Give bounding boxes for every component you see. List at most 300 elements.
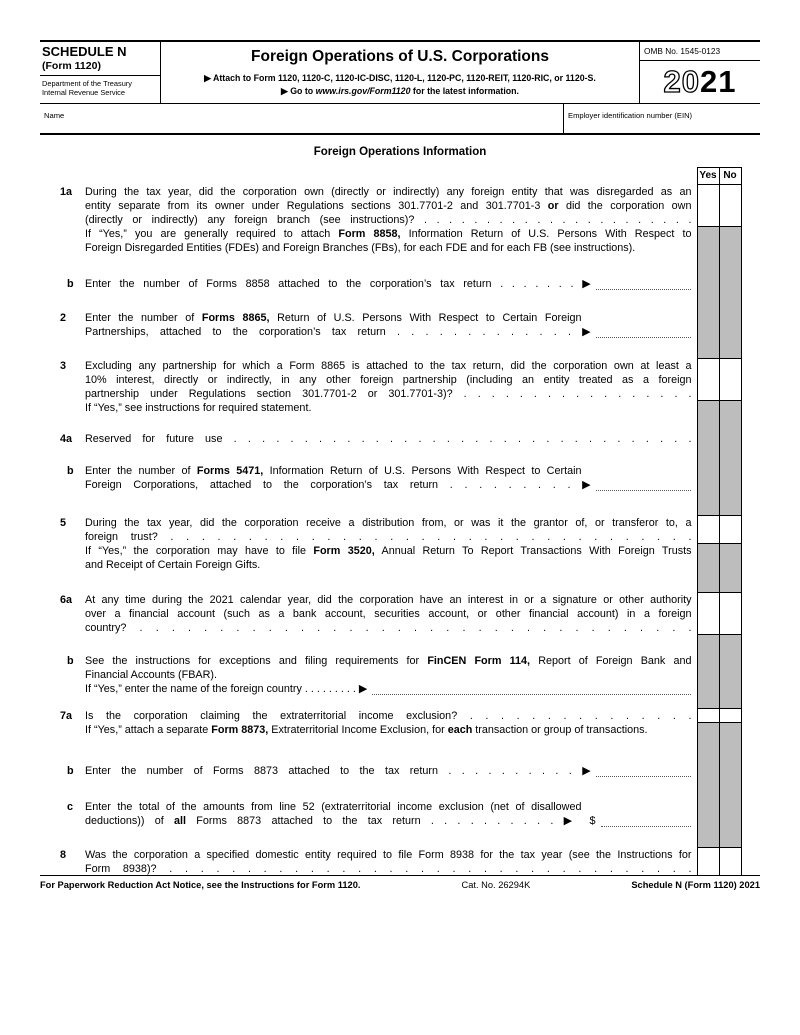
form-line-row: [40, 530, 741, 544]
fill-in-line[interactable]: [601, 815, 691, 827]
text-segment: Is the corporation claiming the extraterritorial income exclusion? . . . . . . . . . . . . . . .: [85, 709, 692, 722]
text-segment: Foreign Disregarded Entities (FDEs) and Foreign Branches (FBs), for each FDE and for each FB (see instructions).: [85, 241, 636, 254]
text-segment: During the tax year, did the corporation receive a distribution from, or was it the grantor of, or transferor to, a: [85, 516, 692, 529]
fill-in-line[interactable]: [372, 683, 690, 695]
form-line-row: [40, 464, 741, 478]
spacer-row: [40, 737, 741, 764]
no-shaded-cell: [719, 654, 741, 668]
form-line-row: [40, 325, 741, 339]
form-line: [85, 387, 692, 401]
line-number: [40, 635, 85, 654]
line-text: [85, 593, 697, 607]
line-number: [40, 668, 85, 682]
text-segment: Form 8938)? . . . . . . . . . . . . . . . . . . . . . . . . . . . . . . . . . .: [85, 862, 692, 875]
line-content: [85, 764, 591, 778]
text-segment: Forms 8873 attached to the tax return . . . . . . . . . . ▶ $: [186, 814, 596, 827]
yes-shaded-cell: [697, 558, 719, 572]
no-answer-cell[interactable]: [719, 516, 741, 544]
form-line: [85, 241, 692, 255]
spacer-row: [40, 339, 741, 359]
yes-shaded-cell: [697, 668, 719, 682]
line-text: [85, 723, 697, 737]
yes-answer-cell[interactable]: [697, 359, 719, 401]
omb-year-block: [639, 42, 760, 103]
form-line-row: [40, 862, 741, 876]
line-content: [85, 227, 692, 241]
yes-shaded-cell: [697, 828, 719, 848]
no-shaded-cell: [719, 401, 741, 415]
yes-shaded-cell: [697, 737, 719, 764]
text-segment: Forms 8865,: [201, 311, 270, 324]
text-segment: Information Return of U.S. Persons With Respect to: [400, 227, 692, 240]
line-content: [85, 800, 692, 814]
text-segment: or: [547, 199, 559, 212]
form-line-row: [40, 709, 741, 723]
form-title-block: [161, 42, 639, 103]
line-content: [85, 654, 692, 668]
yes-answer-cell[interactable]: [697, 593, 719, 635]
line-text: [85, 325, 697, 339]
line-content: [85, 387, 692, 401]
line-text: [85, 241, 697, 255]
form-line: [85, 709, 692, 723]
text-segment: If “Yes,” you are generally required to attach: [85, 227, 339, 240]
text-segment: Enter the number of: [85, 464, 197, 477]
no-shaded-cell: [719, 255, 741, 277]
text-segment: Was the corporation a specified domestic entity required to file Form 8938 for the tax year (see the Instructions for: [85, 848, 692, 861]
spacer-row: [40, 291, 741, 311]
line-text: [85, 492, 697, 516]
form-line-row: [40, 516, 741, 530]
text-segment: foreign trust? . . . . . . . . . . . . . . . . . . . . . . . . . . . . . . . . . .: [85, 530, 692, 543]
no-shaded-cell: [719, 277, 741, 291]
form-line: [85, 848, 692, 862]
line-text: [85, 432, 697, 446]
form-line: [85, 558, 692, 572]
yes-answer-cell[interactable]: [697, 848, 719, 876]
line-text: [85, 464, 697, 478]
text-segment: See the instructions for exceptions and filing requirements for: [85, 654, 428, 667]
no-shaded-cell: [719, 828, 741, 848]
text-segment: During the tax year, did the corporation own (directly or indirectly) any foreign entity that was disregarded as an: [85, 185, 692, 198]
line-number: [40, 572, 85, 593]
text-segment: Return of U.S. Persons With Respect to Certain Foreign: [269, 311, 582, 324]
form-line-row: [40, 607, 741, 621]
yes-shaded-cell: [697, 311, 719, 325]
omb-number: OMB No. 1545-0123: [640, 42, 760, 61]
line-number: [40, 778, 85, 800]
no-shaded-cell: [719, 339, 741, 359]
foreign-operations-table: [40, 167, 742, 876]
no-answer-cell[interactable]: [719, 848, 741, 876]
line-content: [85, 325, 591, 339]
form-line-row: [40, 401, 741, 415]
form-line: [85, 213, 692, 227]
line-content: [85, 241, 692, 255]
text-segment: (directly or indirectly) any foreign branch (see instructions)? . . . . . . . . . . . . . . . . . . . . . .: [85, 213, 692, 226]
line-number: [40, 492, 85, 516]
attach-line: ▶ Attach to Form 1120, 1120-C, 1120-IC-DISC, 1120-L, 1120-PC, 1120-REIT, 1120-RIC, or 1120-S.: [204, 73, 596, 83]
text-segment: Form 8873,: [211, 723, 269, 736]
form-line: [85, 530, 692, 544]
line-content: [85, 848, 692, 862]
no-shaded-cell: [719, 241, 741, 255]
yes-shaded-cell: [697, 492, 719, 516]
form-line-row: [40, 227, 741, 241]
line-content: [85, 621, 692, 635]
form-line-row: [40, 621, 741, 635]
no-shaded-cell: [719, 572, 741, 593]
form-line: [85, 764, 692, 778]
form-line-row: [40, 814, 741, 828]
no-shaded-cell: [719, 415, 741, 432]
yes-column-header: Yes: [697, 168, 719, 185]
form-line: [85, 199, 692, 213]
text-segment: Enter the number of Forms 8873 attached to the tax return . . . . . . . . . . ▶: [85, 764, 591, 777]
spacer-row: [40, 778, 741, 800]
no-shaded-cell: [719, 464, 741, 478]
form-line: [85, 723, 692, 737]
tax-year: [640, 61, 760, 103]
line-content: [85, 432, 692, 446]
line-text: [85, 828, 697, 848]
no-shaded-cell: [719, 558, 741, 572]
line-content: [85, 544, 692, 558]
attach-instructions: [167, 66, 633, 100]
text-segment: If “Yes,” see instructions for required statement.: [85, 401, 312, 414]
yes-shaded-cell: [697, 478, 719, 492]
form-line: [85, 432, 692, 446]
line-content: [85, 373, 692, 387]
form-line: [85, 593, 692, 607]
line-text: [85, 277, 697, 291]
line-number: [40, 621, 85, 635]
spacer-row: [40, 255, 741, 277]
yes-shaded-cell: [697, 446, 719, 464]
divider: [40, 75, 160, 76]
spacer-row: [40, 828, 741, 848]
yes-shaded-cell: [697, 291, 719, 311]
form-line: [85, 800, 692, 814]
line-text: [85, 359, 697, 373]
line-text: [85, 572, 697, 593]
name-input[interactable]: [40, 104, 564, 133]
line-content: [85, 311, 692, 325]
form-line-row: [40, 373, 741, 387]
no-shaded-cell: [719, 325, 741, 339]
yes-shaded-cell: [697, 339, 719, 359]
form-line: [85, 359, 692, 373]
line-text: [85, 291, 697, 311]
line-text: [85, 339, 697, 359]
footer: [40, 880, 760, 890]
text-segment: Excluding any partnership for which a Form 8865 is attached to the tax return, did the corporation own at least a: [85, 359, 692, 372]
text-segment: Annual Return To Report Transactions With Foreign Trusts: [374, 544, 692, 557]
line-number: b: [67, 464, 74, 477]
spacer-row: [40, 572, 741, 593]
form-line-row: [40, 654, 741, 668]
section-title: Foreign Operations Information: [313, 146, 487, 158]
line-text: [85, 516, 697, 530]
yes-shaded-cell: [697, 464, 719, 478]
form-line-row: [40, 185, 741, 199]
line-number: 1a: [60, 185, 73, 198]
no-column-header: No: [719, 168, 741, 185]
form-line-row: [40, 199, 741, 213]
line-text: [85, 446, 697, 464]
yes-shaded-cell: [697, 401, 719, 415]
line-number: [40, 325, 85, 339]
form-line-row: [40, 478, 741, 492]
form-line-row: [40, 387, 741, 401]
ein-label: Employer identification number (EIN): [568, 111, 693, 120]
line-text: [85, 530, 697, 544]
line-text: [85, 696, 697, 709]
text-segment: all: [173, 814, 186, 827]
line-content: [85, 530, 692, 544]
line-number: [40, 168, 85, 185]
form-line: [85, 682, 692, 696]
form-line: [85, 607, 692, 621]
text-segment: Partnerships, attached to the corporation’s tax return . . . . . . . . . . . . . ▶: [85, 325, 591, 338]
text-segment: Report of Foreign Bank and: [530, 654, 692, 667]
form-line: [85, 621, 692, 635]
form-number-label: (Form 1120): [42, 59, 101, 72]
form-line: [85, 544, 692, 558]
form-line-row: [40, 359, 741, 373]
line-number: 3: [60, 359, 67, 372]
form-line: [85, 862, 692, 876]
line-number: b: [67, 277, 74, 290]
line-number: [40, 558, 85, 572]
yes-shaded-cell: [697, 814, 719, 828]
text-segment: entity separate from its owner under Regulations sections 301.7701-2 and 301.7701-3: [85, 199, 548, 212]
yes-answer-cell[interactable]: [697, 185, 719, 227]
text-segment: Enter the number of: [85, 311, 202, 324]
no-shaded-cell: [719, 291, 741, 311]
no-answer-cell[interactable]: [719, 709, 741, 723]
form-line-row: [40, 544, 741, 558]
text-segment: did the corporation own: [558, 199, 692, 212]
form-line-row: [40, 277, 741, 291]
form-line-row: [40, 593, 741, 607]
form-line-row: [40, 848, 741, 862]
form-footer-id: Schedule N (Form 1120) 2021: [631, 880, 760, 890]
text-segment: If “Yes,” the corporation may have to file: [85, 544, 314, 557]
yes-shaded-cell: [697, 696, 719, 709]
form-line: [85, 227, 692, 241]
no-shaded-cell: [719, 764, 741, 778]
yes-shaded-cell: [697, 277, 719, 291]
form-line: [85, 516, 692, 530]
form-line-row: [40, 558, 741, 572]
yes-shaded-cell: [697, 415, 719, 432]
form-line-row: [40, 432, 741, 446]
form-line: [85, 373, 692, 387]
form-line: [85, 814, 692, 828]
yes-shaded-cell: [697, 800, 719, 814]
line-number: 8: [60, 848, 67, 861]
text-segment: partnership under Regulations section 301.7701-2 or 301.7701-3)? . . . . . . . . . . . . . . . . .: [85, 387, 692, 400]
line-number: [40, 478, 85, 492]
line-number: b: [67, 764, 74, 777]
line-text: [85, 544, 697, 558]
yes-shaded-cell: [697, 764, 719, 778]
irs-url: www.irs.gov/Form1120: [315, 86, 411, 96]
line-number: c: [67, 800, 74, 813]
text-segment: over a financial account (such as a bank account, securities account, or other financial account) in a foreign: [85, 607, 692, 620]
spacer-row: [40, 635, 741, 654]
line-content: [85, 607, 692, 621]
goto-line: [167, 86, 633, 97]
line-text: [85, 213, 697, 227]
line-text: [85, 862, 697, 876]
line-text: [85, 185, 697, 199]
form-line-row: [40, 764, 741, 778]
ein-input[interactable]: [564, 104, 760, 133]
yes-shaded-cell: [697, 682, 719, 696]
line-number: 7a: [60, 709, 73, 722]
line-text: [85, 255, 697, 277]
line-number: [40, 213, 85, 227]
goto-prefix: ▶ Go to: [281, 86, 316, 96]
line-text: [85, 558, 697, 572]
form-line: [85, 478, 692, 492]
form-id-block: [40, 42, 161, 103]
form-line-row: [40, 213, 741, 227]
name-ein-row: [40, 104, 760, 135]
line-text: [85, 682, 697, 696]
no-answer-cell[interactable]: [719, 359, 741, 401]
text-segment: Enter the number of Forms 8858 attached to the corporation’s tax return . . . . . . . ▶: [85, 277, 591, 290]
text-segment: deductions)) of: [85, 814, 174, 827]
fill-in-line[interactable]: [596, 479, 691, 491]
line-number: [40, 387, 85, 401]
spacer-row: [40, 696, 741, 709]
text-segment: Information Return of U.S. Persons With Respect to Certain: [263, 464, 582, 477]
line-number: [40, 530, 85, 544]
text-segment: Foreign Corporations, attached to the corporation’s tax return . . . . . . . . . ▶: [85, 478, 591, 491]
line-number: 6a: [60, 593, 73, 606]
line-number: [40, 862, 85, 876]
line-text: [85, 401, 697, 415]
yes-shaded-cell: [697, 255, 719, 277]
no-shaded-cell: [719, 682, 741, 696]
yes-shaded-cell: [697, 325, 719, 339]
no-shaded-cell: [719, 778, 741, 800]
text-segment: If “Yes,” enter the name of the foreign country . . . . . . . . . ▶: [85, 682, 368, 695]
line-number: [40, 607, 85, 621]
form-line: [85, 185, 692, 199]
text-segment: Form 8858,: [338, 227, 401, 240]
line-number: [40, 373, 85, 387]
line-text: [85, 668, 697, 682]
yes-no-header-row: [40, 168, 741, 185]
name-label: Name: [44, 111, 65, 120]
no-shaded-cell: [719, 544, 741, 558]
line-number: [40, 814, 85, 828]
text-segment: Forms 5471,: [196, 464, 264, 477]
fill-in-line[interactable]: [596, 326, 691, 338]
line-number: 5: [60, 516, 67, 529]
line-content: [85, 199, 692, 213]
no-shaded-cell: [719, 446, 741, 464]
line-text: [85, 778, 697, 800]
line-content: [85, 682, 367, 696]
spacer-row: [40, 446, 741, 464]
catalog-number: Cat. No. 26294K: [461, 880, 531, 890]
line-content: [85, 558, 692, 572]
line-text: [85, 373, 697, 387]
schedule-label: SCHEDULE N: [42, 44, 127, 59]
form-line-row: [40, 682, 741, 696]
fill-in-line[interactable]: [596, 765, 691, 777]
text-segment: FinCEN Form 114,: [427, 654, 531, 667]
yes-answer-cell[interactable]: [697, 516, 719, 544]
year-outline-digits: 20: [663, 64, 700, 99]
form-line: [85, 311, 692, 325]
line-text: [85, 311, 697, 325]
line-content: [85, 593, 692, 607]
line-number: [40, 401, 85, 415]
line-content: [85, 709, 692, 723]
line-number: [40, 255, 85, 277]
fill-in-line[interactable]: [596, 278, 691, 290]
line-text: [85, 227, 697, 241]
form-line: [85, 325, 692, 339]
dept-line-2: Internal Revenue Service: [42, 88, 125, 98]
text-segment: At any time during the 2021 calendar year, did the corporation have an interest in or a signature or other authority: [85, 593, 692, 606]
yes-shaded-cell: [697, 432, 719, 446]
text-segment: 10% interest, directly or indirectly, in any other foreign partnership (including an entity treated as a foreign: [85, 373, 692, 386]
form-line: [85, 464, 692, 478]
form-line-row: [40, 800, 741, 814]
yes-answer-cell[interactable]: [697, 709, 719, 723]
line-number: 4a: [60, 432, 73, 445]
paperwork-notice: For Paperwork Reduction Act Notice, see the Instructions for Form 1120.: [40, 880, 361, 890]
line-text: [85, 607, 697, 621]
line-number: [40, 339, 85, 359]
no-answer-cell[interactable]: [719, 185, 741, 227]
no-shaded-cell: [719, 227, 741, 241]
line-number: [40, 723, 85, 737]
line-number: [40, 544, 85, 558]
no-shaded-cell: [719, 737, 741, 764]
yes-shaded-cell: [697, 227, 719, 241]
line-text: [85, 621, 697, 635]
no-shaded-cell: [719, 492, 741, 516]
line-text: [85, 814, 697, 828]
form-line-row: [40, 311, 741, 325]
text-segment: transaction or group of transactions.: [472, 723, 648, 736]
text-segment: and Receipt of Certain Foreign Gifts.: [85, 558, 261, 571]
form-line-row: [40, 723, 741, 737]
form-line: [85, 668, 692, 682]
no-shaded-cell: [719, 668, 741, 682]
line-text: [85, 764, 697, 778]
line-content: [85, 478, 591, 492]
line-text: [85, 635, 697, 654]
text-segment: country? . . . . . . . . . . . . . . . . . . . . . . . . . . . . . . . . . . .: [85, 621, 692, 634]
no-shaded-cell: [719, 800, 741, 814]
line-number: [40, 737, 85, 764]
no-answer-cell[interactable]: [719, 593, 741, 635]
yes-shaded-cell: [697, 572, 719, 593]
form-line-row: [40, 668, 741, 682]
line-content: [85, 185, 692, 199]
line-number: 2: [60, 311, 67, 324]
line-number: [40, 291, 85, 311]
